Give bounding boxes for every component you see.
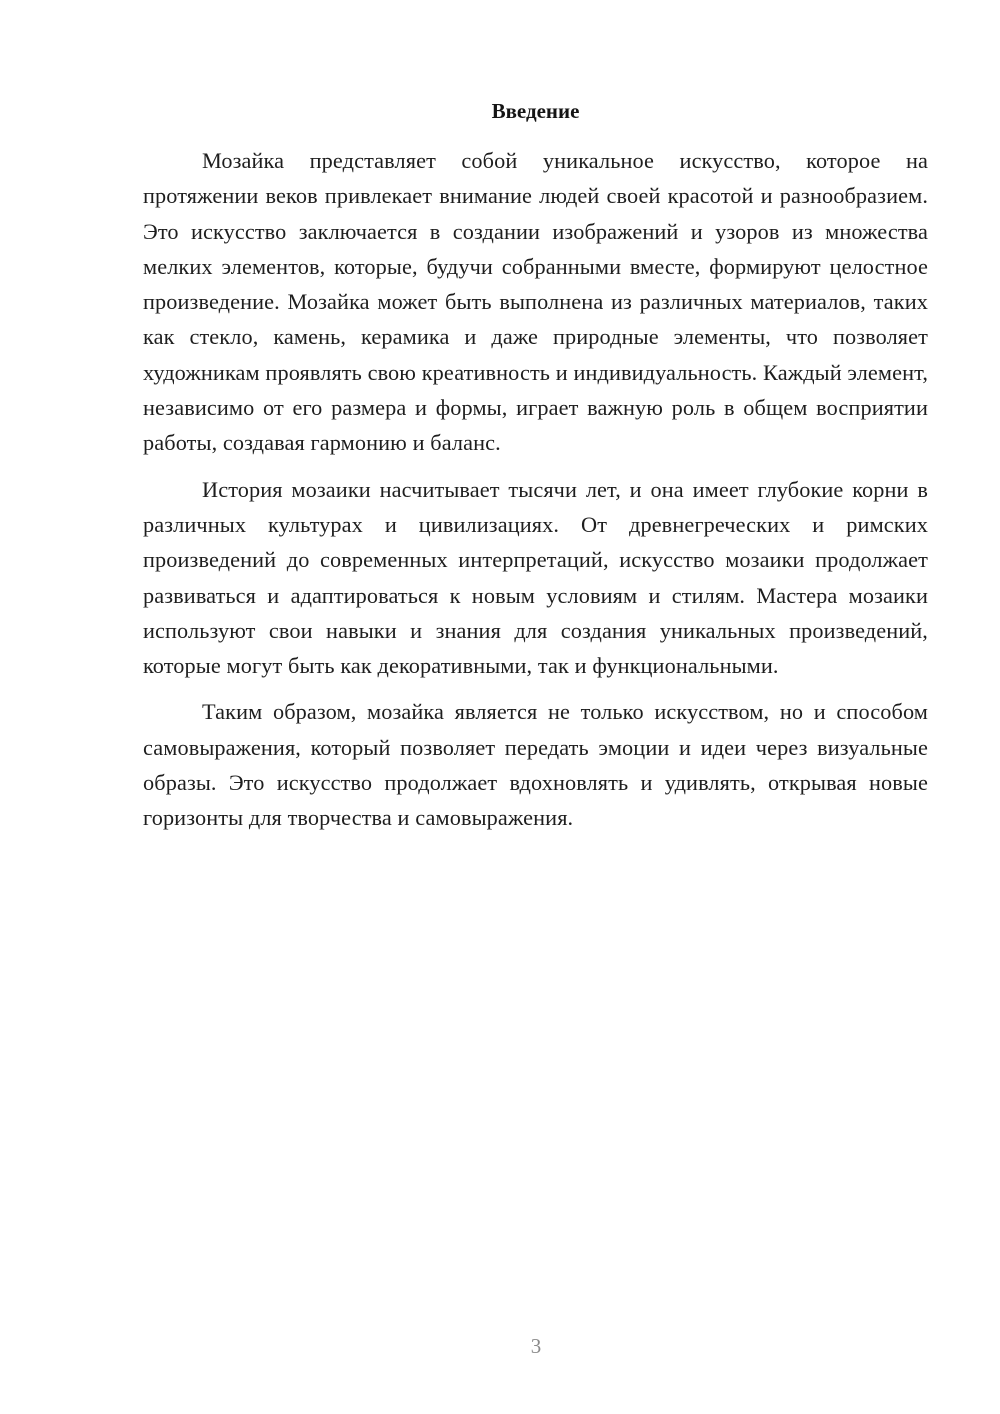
paragraph-3: Таким образом, мозайка является не только искусством, но и способом самовыражения, который позволяет передать эмоции и идеи через визуальные образы. Это искусство продолжает вдохновлять и удивлять, открывая новые горизонты для творчества и самовыражения. [143, 699, 928, 831]
page-number: 3 [530, 1334, 542, 1358]
body-text [143, 143, 928, 847]
paragraph-2: История мозаики насчитывает тысячи лет, и она имеет глубокие корни в различных культурах и цивилизациях. От древнегреческих и римских произведений до современных интерпретаций, искусство мозаики продолжает развиваться и адаптироваться к новым условиям и стилям. Мастера мозаики используют свои навыки и знания для создания уникальных произведений, которые могут быть как декоративными, так и функциональными. [143, 476, 928, 679]
section-heading: Введение [491, 99, 580, 123]
paragraph-1: Мозайка представляет собой уникальное искусство, которое на протяжении веков привлекает внимание людей своей красотой и разнообразием. Это искусство заключается в создании изображений и узоров из множества мелких элементов, которые, будучи собранными вместе, формируют целостное произведение. Мозайка может быть выполнена из различных материалов, таких как стекло, камень, керамика и даже природные элементы, что позволяет художникам проявлять свою креативность и индивидуальность. Каждый элемент, независимо от его размера и формы, играет важную роль в общем восприятии работы, создавая гармонию и баланс. [143, 148, 929, 456]
